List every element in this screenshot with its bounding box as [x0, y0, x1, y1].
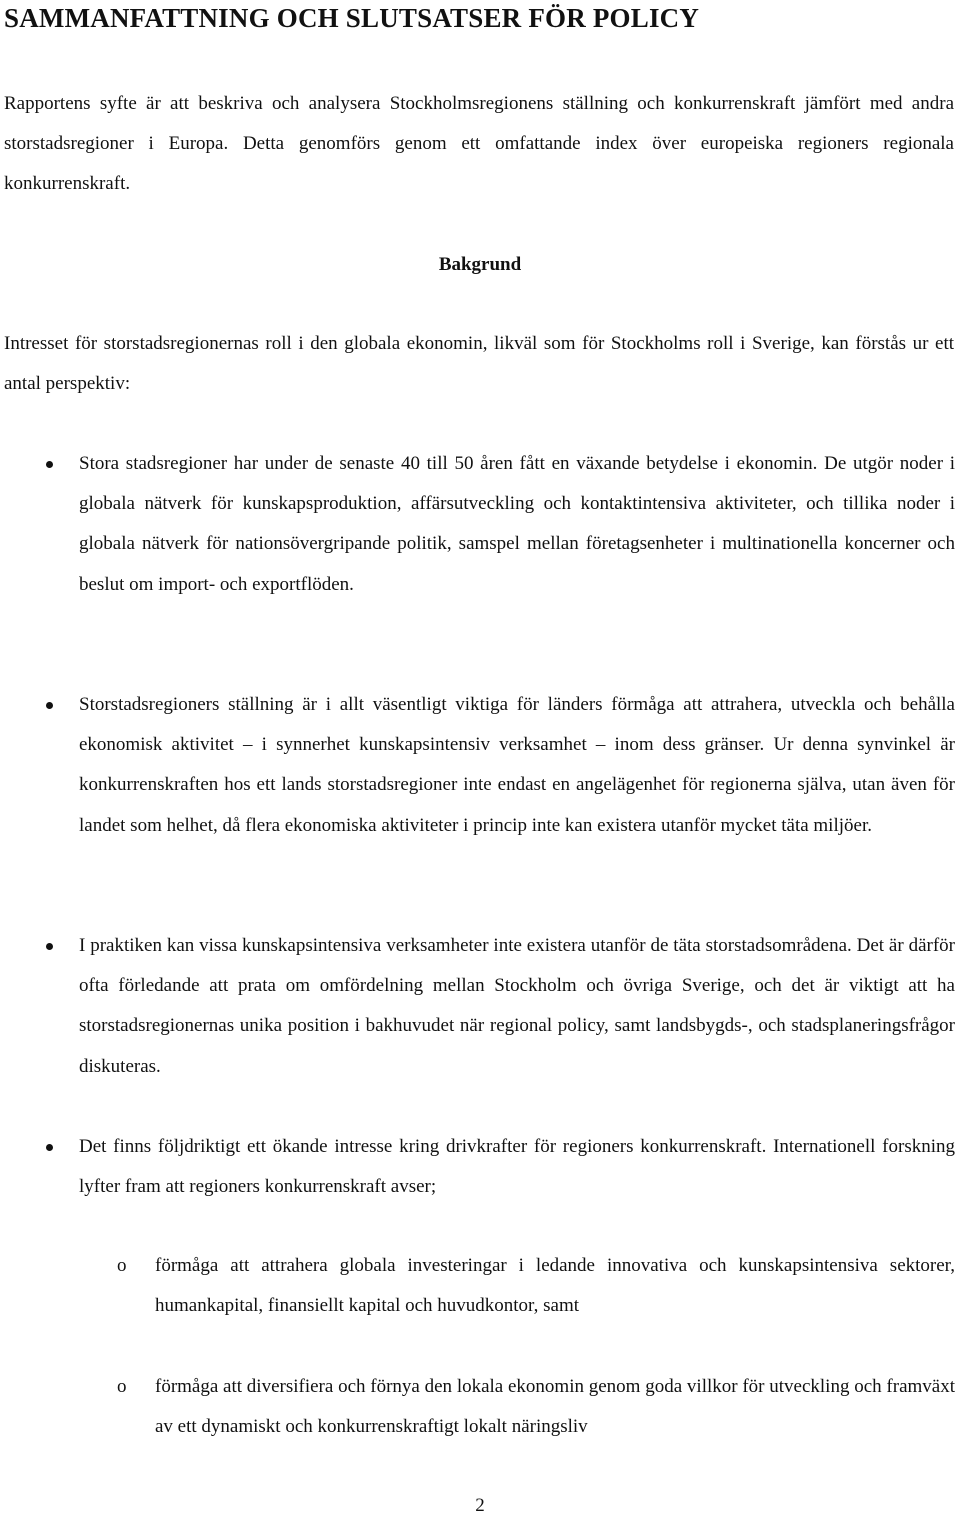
bullet-icon: [44, 700, 54, 710]
section-heading: Bakgrund: [438, 254, 522, 275]
bullet-item: Storstadsregioners ställning är i allt väsentligt viktiga för länders förmåga att attrahera, utveckla och behålla ekonomisk aktivitet – i synnerhet kunskapsintensiv verksamhet – inom dess gränser. Ur denna synvinkel är konkurrenskraften hos ett lands storstadsregioner inte endast en angelägenhet för regionerna själva, utan även för landet som helhet, då flera ekonomiska aktiviteter i princip inte kan existera utanför mycket täta miljöer.: [79, 694, 955, 836]
bullet-icon: [44, 459, 54, 469]
sub-bullet-marker: o: [117, 1376, 127, 1397]
sub-bullet-item: förmåga att attrahera globala investeringar i ledande innovativa och kunskapsintensiva sektorer, humankapital, finansiellt kapital och huvudkontor, samt: [155, 1255, 955, 1317]
bullet-item: Det finns följdriktigt ett ökande intresse kring drivkrafter för regioners konkurrenskraft. Internationell forskning lyfter fram att regioners konkurrenskraft avser;: [79, 1136, 955, 1198]
sub-bullet-item: förmåga att diversifiera och förnya den lokala ekonomin genom goda villkor för utveckling och framväxt av ett dynamiskt och konkurrenskraftigt lokalt näringsliv: [155, 1376, 955, 1438]
sub-bullet-marker: o: [117, 1255, 127, 1276]
bullet-item: I praktiken kan vissa kunskapsintensiva verksamheter inte existera utanför de täta storstadsområdena. Det är därför ofta förledande att prata om omfördelning mellan Stockholm och övriga Sverige, och det är viktigt att ha storstadsregionernas unika position i bakhuvudet när regional policy, samt landsbygds-, och stadsplaneringsfrågor diskuteras.: [79, 935, 955, 1077]
page-title: SAMMANFATTNING OCH SLUTSATSER FÖR POLICY: [4, 3, 700, 33]
intro-paragraph: Rapportens syfte är att beskriva och analysera Stockholmsregionens ställning och konkurrenskraft jämfört med andra storstadsregioner i Europa. Detta genomförs genom ett omfattande index över europeiska regioners regionala konkurrenskraft.: [4, 93, 954, 195]
bullet-item: Stora stadsregioner har under de senaste 40 till 50 åren fått en växande betydelse i ekonomin. De utgör noder i globala nätverk för kunskapsproduktion, affärsutveckling och kontaktintensiva aktiviteter, och tillika noder i globala nätverk för nationsövergripande politik, samspel mellan företagsenheter i multinationella koncerner och beslut om import- och exportflöden.: [79, 453, 955, 595]
bullet-icon: [44, 1142, 54, 1152]
page-number: 2: [475, 1495, 485, 1516]
bullet-icon: [44, 941, 54, 951]
section-intro-paragraph: Intresset för storstadsregionernas roll i den globala ekonomin, likväl som för Stockholms roll i Sverige, kan förstås ur ett antal perspektiv:: [4, 333, 954, 395]
